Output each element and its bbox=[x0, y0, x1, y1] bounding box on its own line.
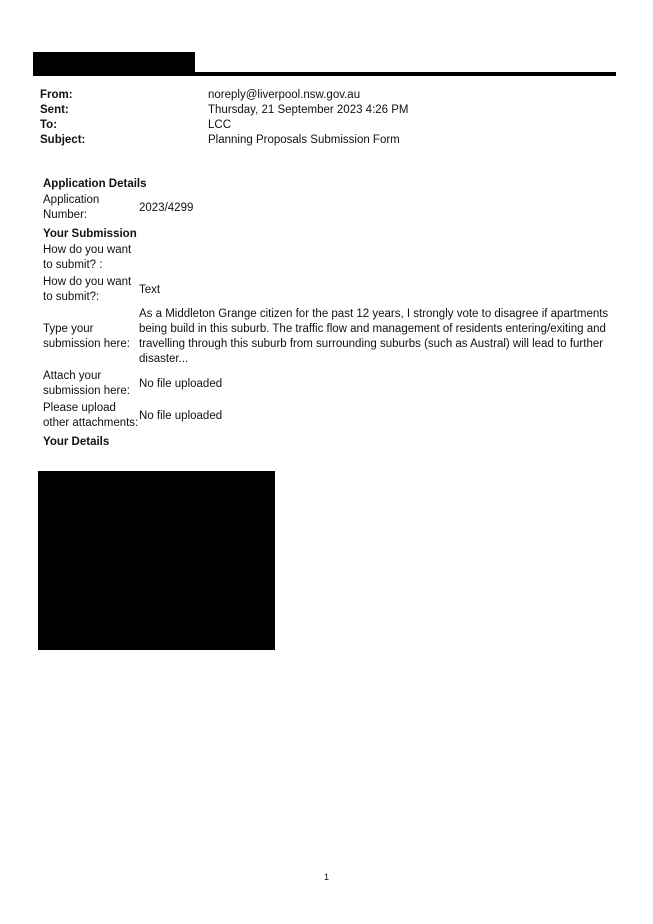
your-details-title: Your Details bbox=[43, 436, 110, 448]
header-divider bbox=[33, 72, 616, 76]
redaction-block-details bbox=[38, 471, 275, 650]
application-number-label: Application Number: bbox=[43, 194, 100, 221]
sent-label: Sent: bbox=[40, 104, 69, 116]
to-value: LCC bbox=[208, 119, 232, 131]
subject-label: Subject: bbox=[40, 134, 86, 146]
subject-row bbox=[40, 133, 620, 148]
from-value: noreply@liverpool.nsw.gov.au bbox=[208, 89, 361, 101]
other-attachments-row bbox=[43, 401, 613, 431]
attach-submission-label: Attach your submission here: bbox=[43, 370, 130, 397]
application-details-title: Application Details bbox=[43, 178, 147, 190]
from-label: From: bbox=[40, 89, 73, 101]
email-header bbox=[40, 88, 620, 148]
page-number: 1 bbox=[323, 872, 329, 882]
submission-form bbox=[43, 175, 613, 451]
how-submit-value-2: Text bbox=[139, 283, 161, 296]
how-submit-label-2: How do you want to submit?: bbox=[43, 276, 132, 303]
your-submission-title: Your Submission bbox=[43, 228, 137, 240]
type-submission-label: Type your submission here: bbox=[43, 323, 130, 350]
to-row bbox=[40, 118, 620, 133]
sent-value: Thursday, 21 September 2023 4:26 PM bbox=[208, 104, 409, 116]
sent-row bbox=[40, 103, 620, 118]
other-attachments-label: Please upload other attachments: bbox=[43, 402, 139, 429]
to-label: To: bbox=[40, 119, 58, 131]
how-submit-row-1 bbox=[43, 243, 613, 273]
attach-submission-row bbox=[43, 369, 613, 399]
attach-submission-value: No file uploaded bbox=[139, 377, 223, 390]
subject-value: Planning Proposals Submission Form bbox=[208, 134, 400, 146]
redaction-bar-header bbox=[33, 52, 195, 73]
from-row bbox=[40, 88, 620, 103]
how-submit-label-1: How do you want to submit? : bbox=[43, 244, 132, 271]
application-number-value: 2023/4299 bbox=[139, 201, 194, 214]
type-submission-value: As a Middleton Grange citizen for the past 12 years, I strongly vote to disagree if apartments being build in this suburb. The traffic flow and management of residents entering/exiting and travelling through this suburb from surrounding suburbs (such as Austral) will lead to further disaster... bbox=[139, 308, 609, 365]
type-submission-row bbox=[43, 307, 613, 367]
application-number-row bbox=[43, 193, 613, 223]
other-attachments-value: No file uploaded bbox=[139, 409, 223, 422]
how-submit-row-2 bbox=[43, 275, 613, 305]
